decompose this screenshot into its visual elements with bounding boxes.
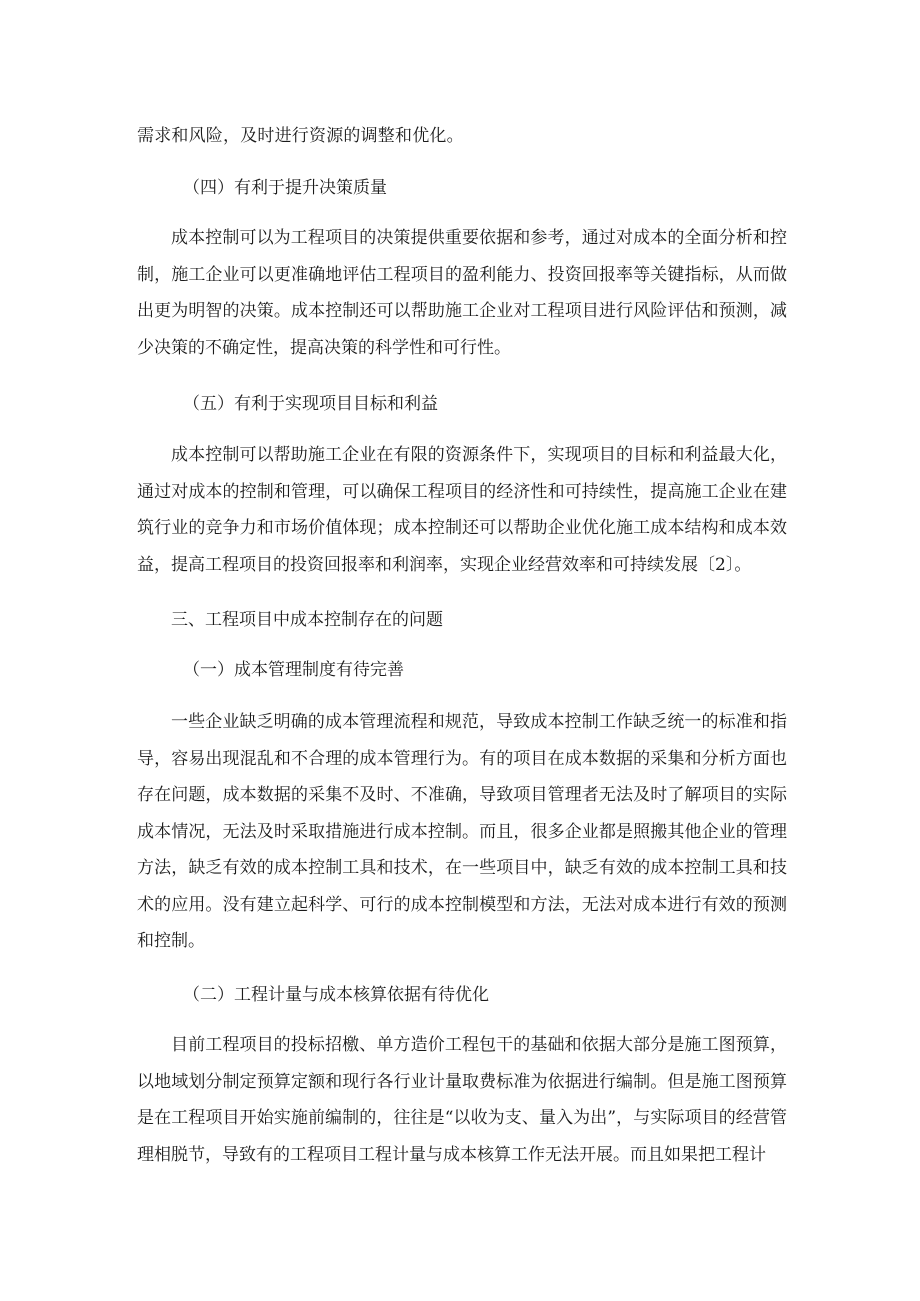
subheading-4: （四）有利于提升决策质量: [183, 178, 387, 198]
paragraph-sub3-2: 目前工程项目的投标招檄、单方造价工程包干的基础和依据大部分是施工图预算，以地域划分制定预算定额和现行各行业计量取费标准为依据进行编制。但是施工图预算是在工程项目开始实施前编制的，往往是“以收为支、量入为出”，与实际项目的经营管理相脱节，导致有的工程项目工程计量与成本核算工作无法开展。而且如果把工程计: [137, 1035, 787, 1165]
continuation-paragraph: 需求和风险，及时进行资源的调整和优化。: [137, 126, 464, 146]
subheading-3-2: （二）工程计量与成本核算依据有待优化: [183, 985, 489, 1005]
section-heading-3: 三、工程项目中成本控制存在的问题: [171, 610, 443, 630]
paragraph-sub3-1: 一些企业缺乏明确的成本管理流程和规范，导致成本控制工作缺乏统一的标准和指导，容易出现混乱和不合理的成本管理行为。有的项目在成本数据的采集和分析方面也存在问题，成本数据的采集不及时、不准确，导致项目管理者无法及时了解项目的实际成本情况，无法及时采取措施进行成本控制。而且，很多企业都是照搬其他企业的管理方法，缺乏有效的成本控制工具和技术，在一些项目中，缺乏有效的成本控制工具和技术的应用。没有建立起科学、可行的成本控制模型和方法，无法对成本进行有效的预测和控制。: [137, 712, 787, 951]
subheading-3-1: （一）成本管理制度有待完善: [183, 660, 404, 680]
subheading-5: （五）有利于实现项目目标和利益: [183, 394, 438, 414]
paragraph-sub4: 成本控制可以为工程项目的决策提供重要依据和参考，通过对成本的全面分析和控制，施工企业可以更准确地评估工程项目的盈利能力、投资回报率等关键指标，从而做出更为明智的决策。成本控制还可以帮助施工企业对工程项目进行风险评估和预测，减少决策的不确定性，提高决策的科学性和可行性。: [137, 228, 787, 358]
paragraph-sub5: 成本控制可以帮助施工企业在有限的资源条件下，实现项目的目标和利益最大化，通过对成本的控制和管理，可以确保工程项目的经济性和可持续性，提高施工企业在建筑行业的竞争力和市场价值体现；成本控制还可以帮助企业优化施工成本结构和成本效益，提高工程项目的投资回报率和利润率，实现企业经营效率和可持续发展〔2〕。: [137, 445, 787, 575]
